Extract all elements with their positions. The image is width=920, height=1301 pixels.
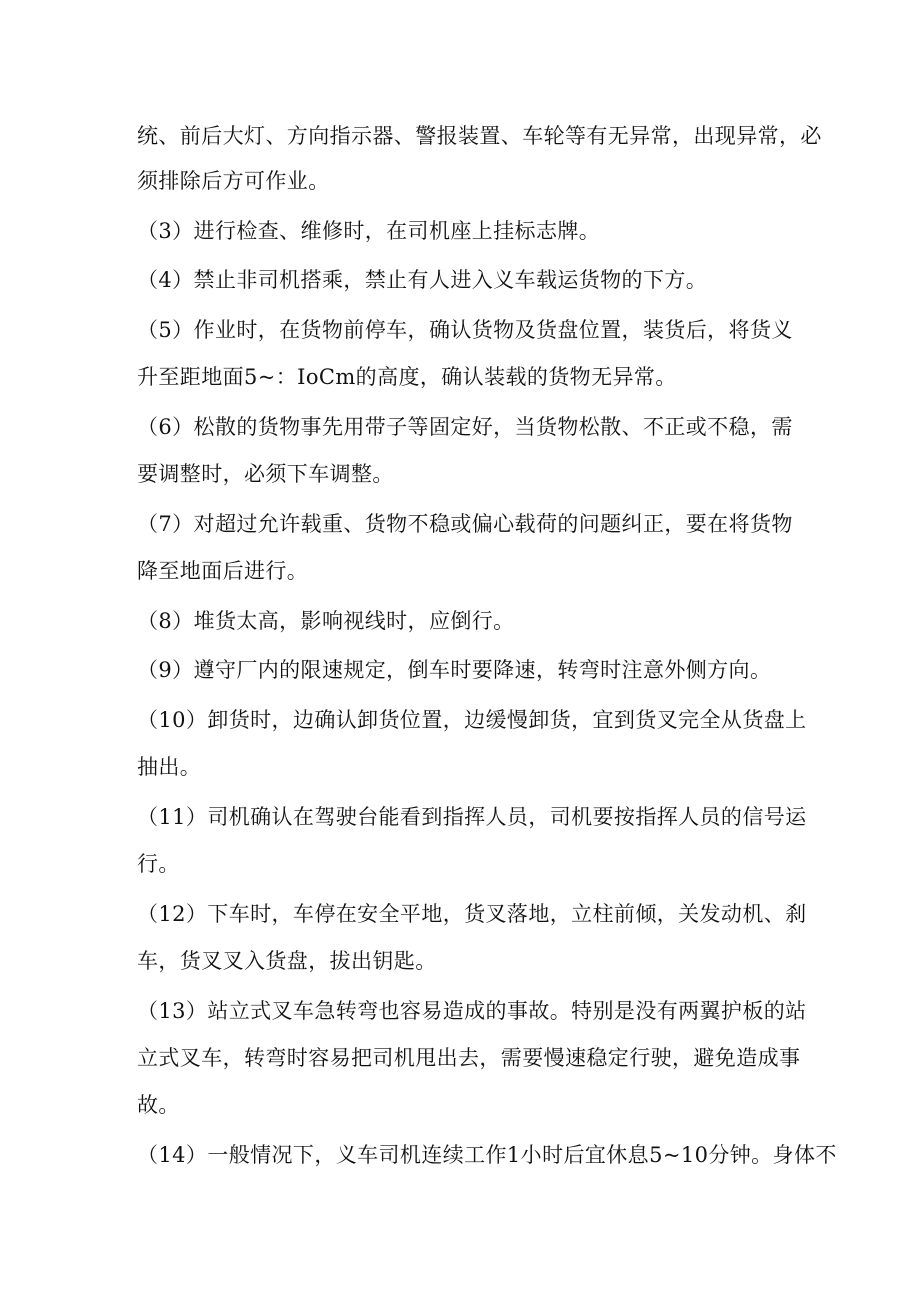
text-line-15: （11）司机确认在驾驶台能看到指挥人员，司机要按指挥人员的信号运	[137, 805, 807, 829]
text-line-17: （12）下车时，车停在安全平地，货叉落地，立柱前倾，关发动机、刹	[137, 902, 807, 926]
text-line-22: （14）一般情况下，义车司机连续工作1小时后宜休息5~10分钟。身体不	[137, 1143, 837, 1167]
text-line-10: 降至地面后进行。	[137, 559, 309, 583]
text-line-21: 故。	[137, 1093, 180, 1117]
text-line-9: （7）对超过允许载重、货物不稳或偏心载荷的问题纠正，要在将货物	[137, 512, 793, 536]
text-line-13: （10）卸货时，边确认卸货位置，边缓慢卸货，宜到货叉完全从货盘上	[137, 708, 807, 732]
text-line-1: 统、前后大灯、方向指示器、警报装置、车轮等有无异常，出现异常，必	[137, 124, 822, 148]
text-line-6: 升至距地面5~：IoCm的高度，确认装载的货物无异常。	[137, 365, 677, 389]
text-line-12: （9）遵守厂内的限速规定，倒车时要降速，转弯时注意外侧方向。	[137, 658, 772, 682]
text-line-16: 行。	[137, 852, 180, 876]
text-line-14: 抽出。	[137, 755, 202, 779]
text-line-3: （3）进行检查、维修时，在司机座上挂标志牌。	[137, 219, 601, 243]
text-line-4: （4）禁止非司机搭乘，禁止有人进入义车载运货物的下方。	[137, 268, 708, 292]
text-line-18: 车，货叉叉入货盘，拔出钥匙。	[137, 949, 437, 973]
text-line-19: （13）站立式叉车急转弯也容易造成的事故。特别是没有两翼护板的站	[137, 999, 807, 1023]
text-line-11: （8）堆货太高，影响视线时，应倒行。	[137, 609, 515, 633]
text-line-2: 须排除后方可作业。	[137, 169, 330, 193]
text-line-20: 立式叉车，转弯时容易把司机甩出去，需要慢速稳定行驶，避免造成事	[137, 1046, 801, 1070]
text-line-5: （5）作业时，在货物前停车，确认货物及货盘位置，装货后，将货义	[137, 318, 793, 342]
text-line-7: （6）松散的货物事先用带子等固定好，当货物松散、不正或不稳，需	[137, 415, 793, 439]
text-line-8: 要调整时，必须下车调整。	[137, 462, 394, 486]
